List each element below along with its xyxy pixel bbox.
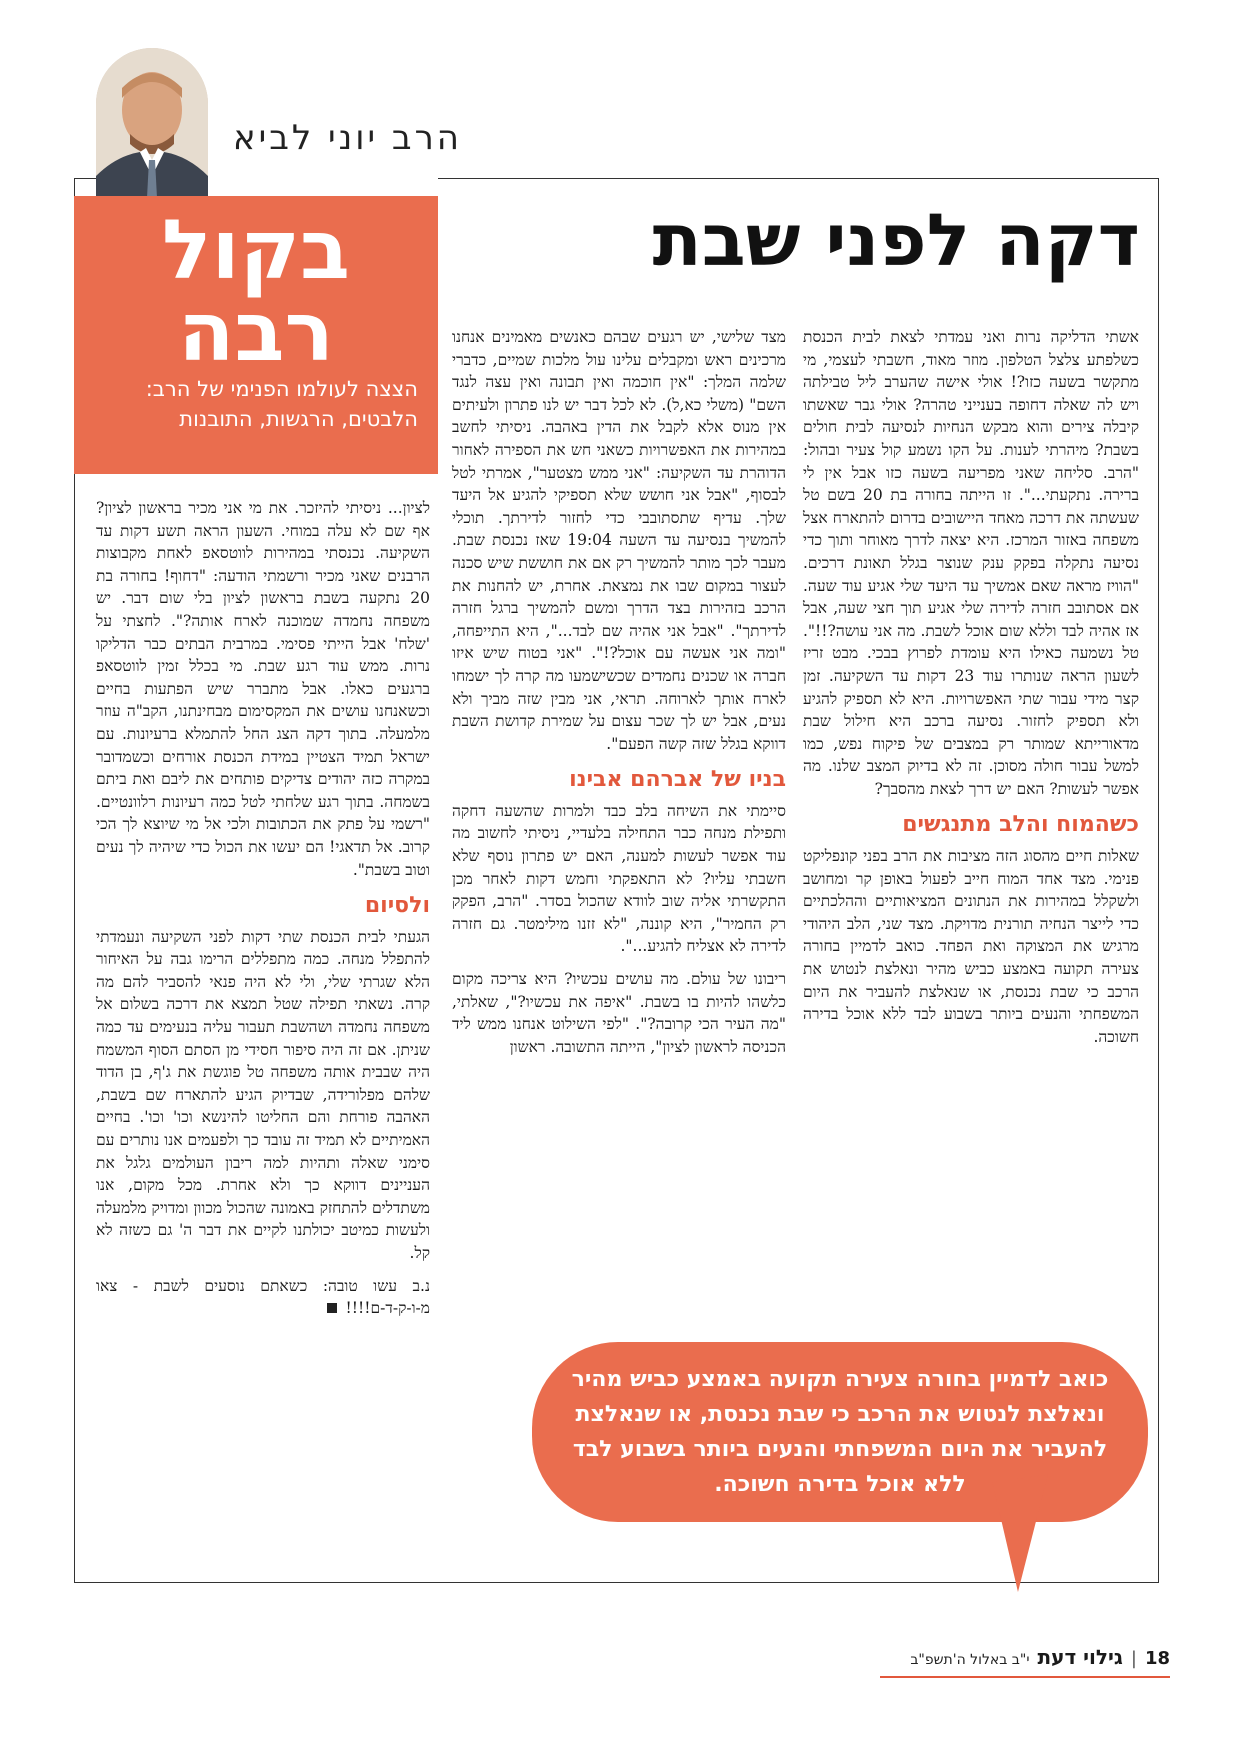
- paragraph: הגעתי לבית הכנסת שתי דקות לפני השקיעה ונעמדתי להתפלל מנחה. כמה מתפללים הרימו גבה על האיחור הלא שגרתי שלי, ולי לא היה פנאי להסביר להם מה קרה. נשאתי תפילה שטל תמצא את דרכה בשלום אל משפחה נחמדה ושהשבת תעבור עליה בנעימים עד כמה שניתן. אם זה היה סיפור חסידי מן הסתם הסוף המשמח היה שבבית אותה משפחה טל פוגשת את ג'ף, בן הדוד שלהם מפלורידה, שבדיוק הגיע להתארח שם בשבת, האהבה פורחת והם החליטו להינשא וכו' וכו'. בחיים האמיתיים לא תמיד זה עובד כך ולפעמים אנו נותרים עם סימני שאלה ותהיות למה ריבון העולמים גלגל את העניינים דווקא כך ולא אחרת. מכל מקום, אנו משתדלים להתחזק באמונה שהכול מכוון ומדויק מלמעלה ולעשות כמיטב יכולתנו לקיים את דבר ה' גם כשזה לא קל.: [96, 927, 430, 1262]
- subheading: בניו של אברהם אבינו: [569, 767, 786, 793]
- paragraph: ריבונו של עולם. מה עושים עכשיו? היא צריכה מקום כלשהו להיות בו בשבת. "איפה את עכשיו?", שאלתי, "מה העיר הכי קרובה?". "לפי השילוט אנחנו ממש ליד הכניסה לראשון לציון", הייתה התשובה. ראשון: [452, 970, 786, 1056]
- column-logo: [74, 203, 438, 380]
- rabbi-portrait: [96, 48, 208, 208]
- article-column-left: [96, 497, 430, 1320]
- footer-separator: |: [1130, 1648, 1137, 1669]
- magazine-name: גילוי דעת: [1037, 1645, 1123, 1669]
- article-column-right: [803, 326, 1139, 1048]
- paragraph: לציון... ניסיתי להיזכר. את מי אני מכיר בראשון לציון? אף שם לא עלה במוחי. השעון הראה תשע דקות עד השקיעה. נכנסתי במהירות לווטסאפ לאחת מקבוצות הרבנים שאני מכיר ורשמתי הודעה: "דחוף! בחורה בת 20 נתקעה בשבת בראשון לציון בלי שום דבר. יש משפחה נחמדה שמוכנה לארח אותה?". לחצתי על 'שלח' אבל הייתי פסימי. במרבית הבתים כבר הדליקו נרות. ממש עוד רגע שבת. מי בכלל זמין לווטסאפ ברגעים כאלו. אבל מתברר שיש הפתעות בחיים וכשאנחנו עושים את המקסימום מבחינתנו, הקב"ה עוזר מלמעלה. בתוך דקה הצג החל להתמלא ברעיונות. עם ישראל תמיד הצטיין במידת הכנסת אורחים וכשמדובר במקרה כזה יהודים צדיקים פותחים את ליבם ואת ביתם בשמחה. בתוך רגע שלחתי לטל כמה רעיונות רלוונטיים. "רשמי על פתק את הכתובות ולכי אל מי שיוצא לך הכי קרוב. אל תדאגי! הם יעשו את הכול כדי שיהיה לך נעים וטוב בשבת".: [96, 499, 430, 879]
- subheading: ולסיום: [364, 893, 430, 919]
- portrait-illustration: [96, 48, 208, 208]
- rabbi-name: הרב יוני לביא: [232, 118, 462, 158]
- logo-line-2: רבה: [178, 285, 334, 380]
- article-headline: דקה לפני שבת: [652, 198, 1140, 282]
- subheading: כשהמוח והלב מתנגשים: [902, 812, 1139, 838]
- logo-line-1: בקול: [161, 203, 351, 298]
- page-number: 18: [1144, 1648, 1170, 1669]
- end-square-icon: [327, 1303, 337, 1313]
- column-logo-box: [74, 196, 438, 474]
- page-footer: [870, 1645, 1170, 1669]
- paragraph: שאלות חיים מהסוג הזה מציבות את הרב בפני קונפליקט פנימי. מצד אחד המוח חייב לפעול באופן קר ומחושב ולשקלל במהירות את הנתונים המציאותיים וההלכתיים כדי לייצר הנחיה תורנית מדויקת. מצד שני, הלב היהודי מרגיש את המצוקה ואת הפחד. כואב לדמיין בחורה צעירה תקועה באמצע כביש מהיר ונאלצת לנטוש את הרכב כי שבת נכנסת, או שנאלצת להעביר את היום המשפחתי והנעים ביותר בשבוע לבד ללא אוכל בדירה חשוכה.: [803, 847, 1139, 1046]
- frame-gap: [180, 170, 438, 186]
- ps-text: נ.ב עשו טובה: כשאתם נוסעים לשבת - צאו מ-ו-ק-ד-ם!!!!: [96, 1276, 430, 1318]
- footer-underline: [880, 1676, 1170, 1678]
- paragraph-ps: [96, 1275, 430, 1320]
- issue-date: י"ב באלול ה'תשפ"ב: [910, 1652, 1030, 1668]
- paragraph: אשתי הדליקה נרות ואני עמדתי לצאת לבית הכנסת כשלפתע צלצל הטלפון. מוזר מאוד, חשבתי לעצמי, מי מתקשר בשעה כזו?! אולי אישה שהערב ליל טבילתה ויש לה שאלה דחופה בענייני טהרה? אולי גבר שאשתו קיבלה צירים והוא מבקש הנחיות לנסיעה לבית חולים בשבת? מיהרתי לענות. על הקו נשמע קול צעיר ובהול: "הרב. סליחה שאני מפריעה בשעה כזו אבל אין לי ברירה. נתקעתי...". זו הייתה בחורה בת 20 בשם טל שעשתה את דרכה מאחד היישובים בדרום להתארח אצל משפחה באזור המרכז. היא יצאה לדרך מאוחר ותוך כדי נסיעה נתקלה בפקק ענק שנוצר בגלל תאונת דרכים. "הוויז מראה שאם אמשיך עד היעד שלי אגיע עוד שעה. אם אסתובב חזרה לדירה שלי אגיע תוך חצי שעה, אבל אז אהיה לבד וללא שום אוכל לשבת. מה אני עושה?!!". טל נשמעה כאילו היא עומדת לפרוץ בבכי. מבט זריז לשעון הראה שנותרו עוד 23 דקות עד השקיעה. זמן קצר מידי עבור שתי האפשרויות. היא לא תספיק להגיע ולא תספיק לחזור. נסיעה ברכב היא חילול שבת מדאורייתא שמותר רק במצבים של פיקוח נפש, כמו למשל עבור חולה מסוכן. זה לא בדיוק המצב שלנו. מה אפשר לעשות? האם יש דרך לצאת מהסבך?: [803, 328, 1139, 798]
- paragraph: סיימתי את השיחה בלב כבד ולמרות שהשעה דחקה ותפילת מנחה כבר התחילה בלעדיי, ניסיתי לחשוב מה עוד אפשר לעשות למענה, האם יש פתרון נוסף שלא חשבתי עליו? לא התאפקתי וחמש דקות לאחר מכן התקשרתי אליה שוב לוודא שהכול בסדר. "הרב, הפקק רק החמיר", היא קוננה, "לא זזנו מילימטר. גם חזרה לדירה לא אצליח להגיע...".: [452, 801, 786, 956]
- article-column-middle: [452, 326, 786, 1058]
- paragraph: מצד שלישי, יש רגעים שבהם כאנשים מאמינים אנחנו מרכינים ראש ומקבלים עלינו עול מלכות שמיים, כדברי שלמה המלך: "אין חוכמה ואין תבונה ואין עצה לנגד השם" (משלי כא,ל). לא לכל דבר יש לנו פתרון ולעיתים אין מנוס אלא לקבל את הדין באהבה. ניסיתי לחשב במהירות את האפשרויות כשאני חש את הספירה לאחור הדוהרת עד השקיעה: "אני ממש מצטער", אמרתי לטל לבסוף, "אבל אני חושש שלא תספיקי להגיע אל היעד שלך. עדיף שתסתובבי כדי לחזור לדירתך. תוכלי להמשיך בנסיעה עד השעה 19:04 שאז נכנסת שבת. מעבר לכך מותר להמשיך רק אם את חוששת שיש סכנה לעצור במקום שבו את נמצאת. אחרת, יש להחנות את הרכב בזהירות בצד הדרך ומשם להמשיך ברגל חזרה לדירתך". "אבל אני אהיה שם לבד...", היא התייפחה, "ומה אני אעשה עם אוכל?!". "אני בטוח שיש איזו חברה או שכנים נחמדים שכשישמעו מה קרה לך ישמחו לארח אותך לארוחה. תראי, אני מבין שזה מביך ולא נעים, אבל יש לך שכר עצום על שמירת קדושת השבת דווקא בגלל שזה קשה הפעם".: [452, 328, 786, 753]
- pull-quote-text: כואב לדמיין בחורה צעירה תקועה באמצע כביש מהיר ונאלצת לנטוש את הרכב כי שבת נכנסת, או שנאלצת להעביר את היום המשפחתי והנעים ביותר בשבוע לבד ללא אוכל בדירה חשוכה.: [571, 1367, 1109, 1497]
- column-tagline: הצצה לעולמו הפנימי של הרב: הלבטים, הרגשות, התובנות: [145, 377, 418, 431]
